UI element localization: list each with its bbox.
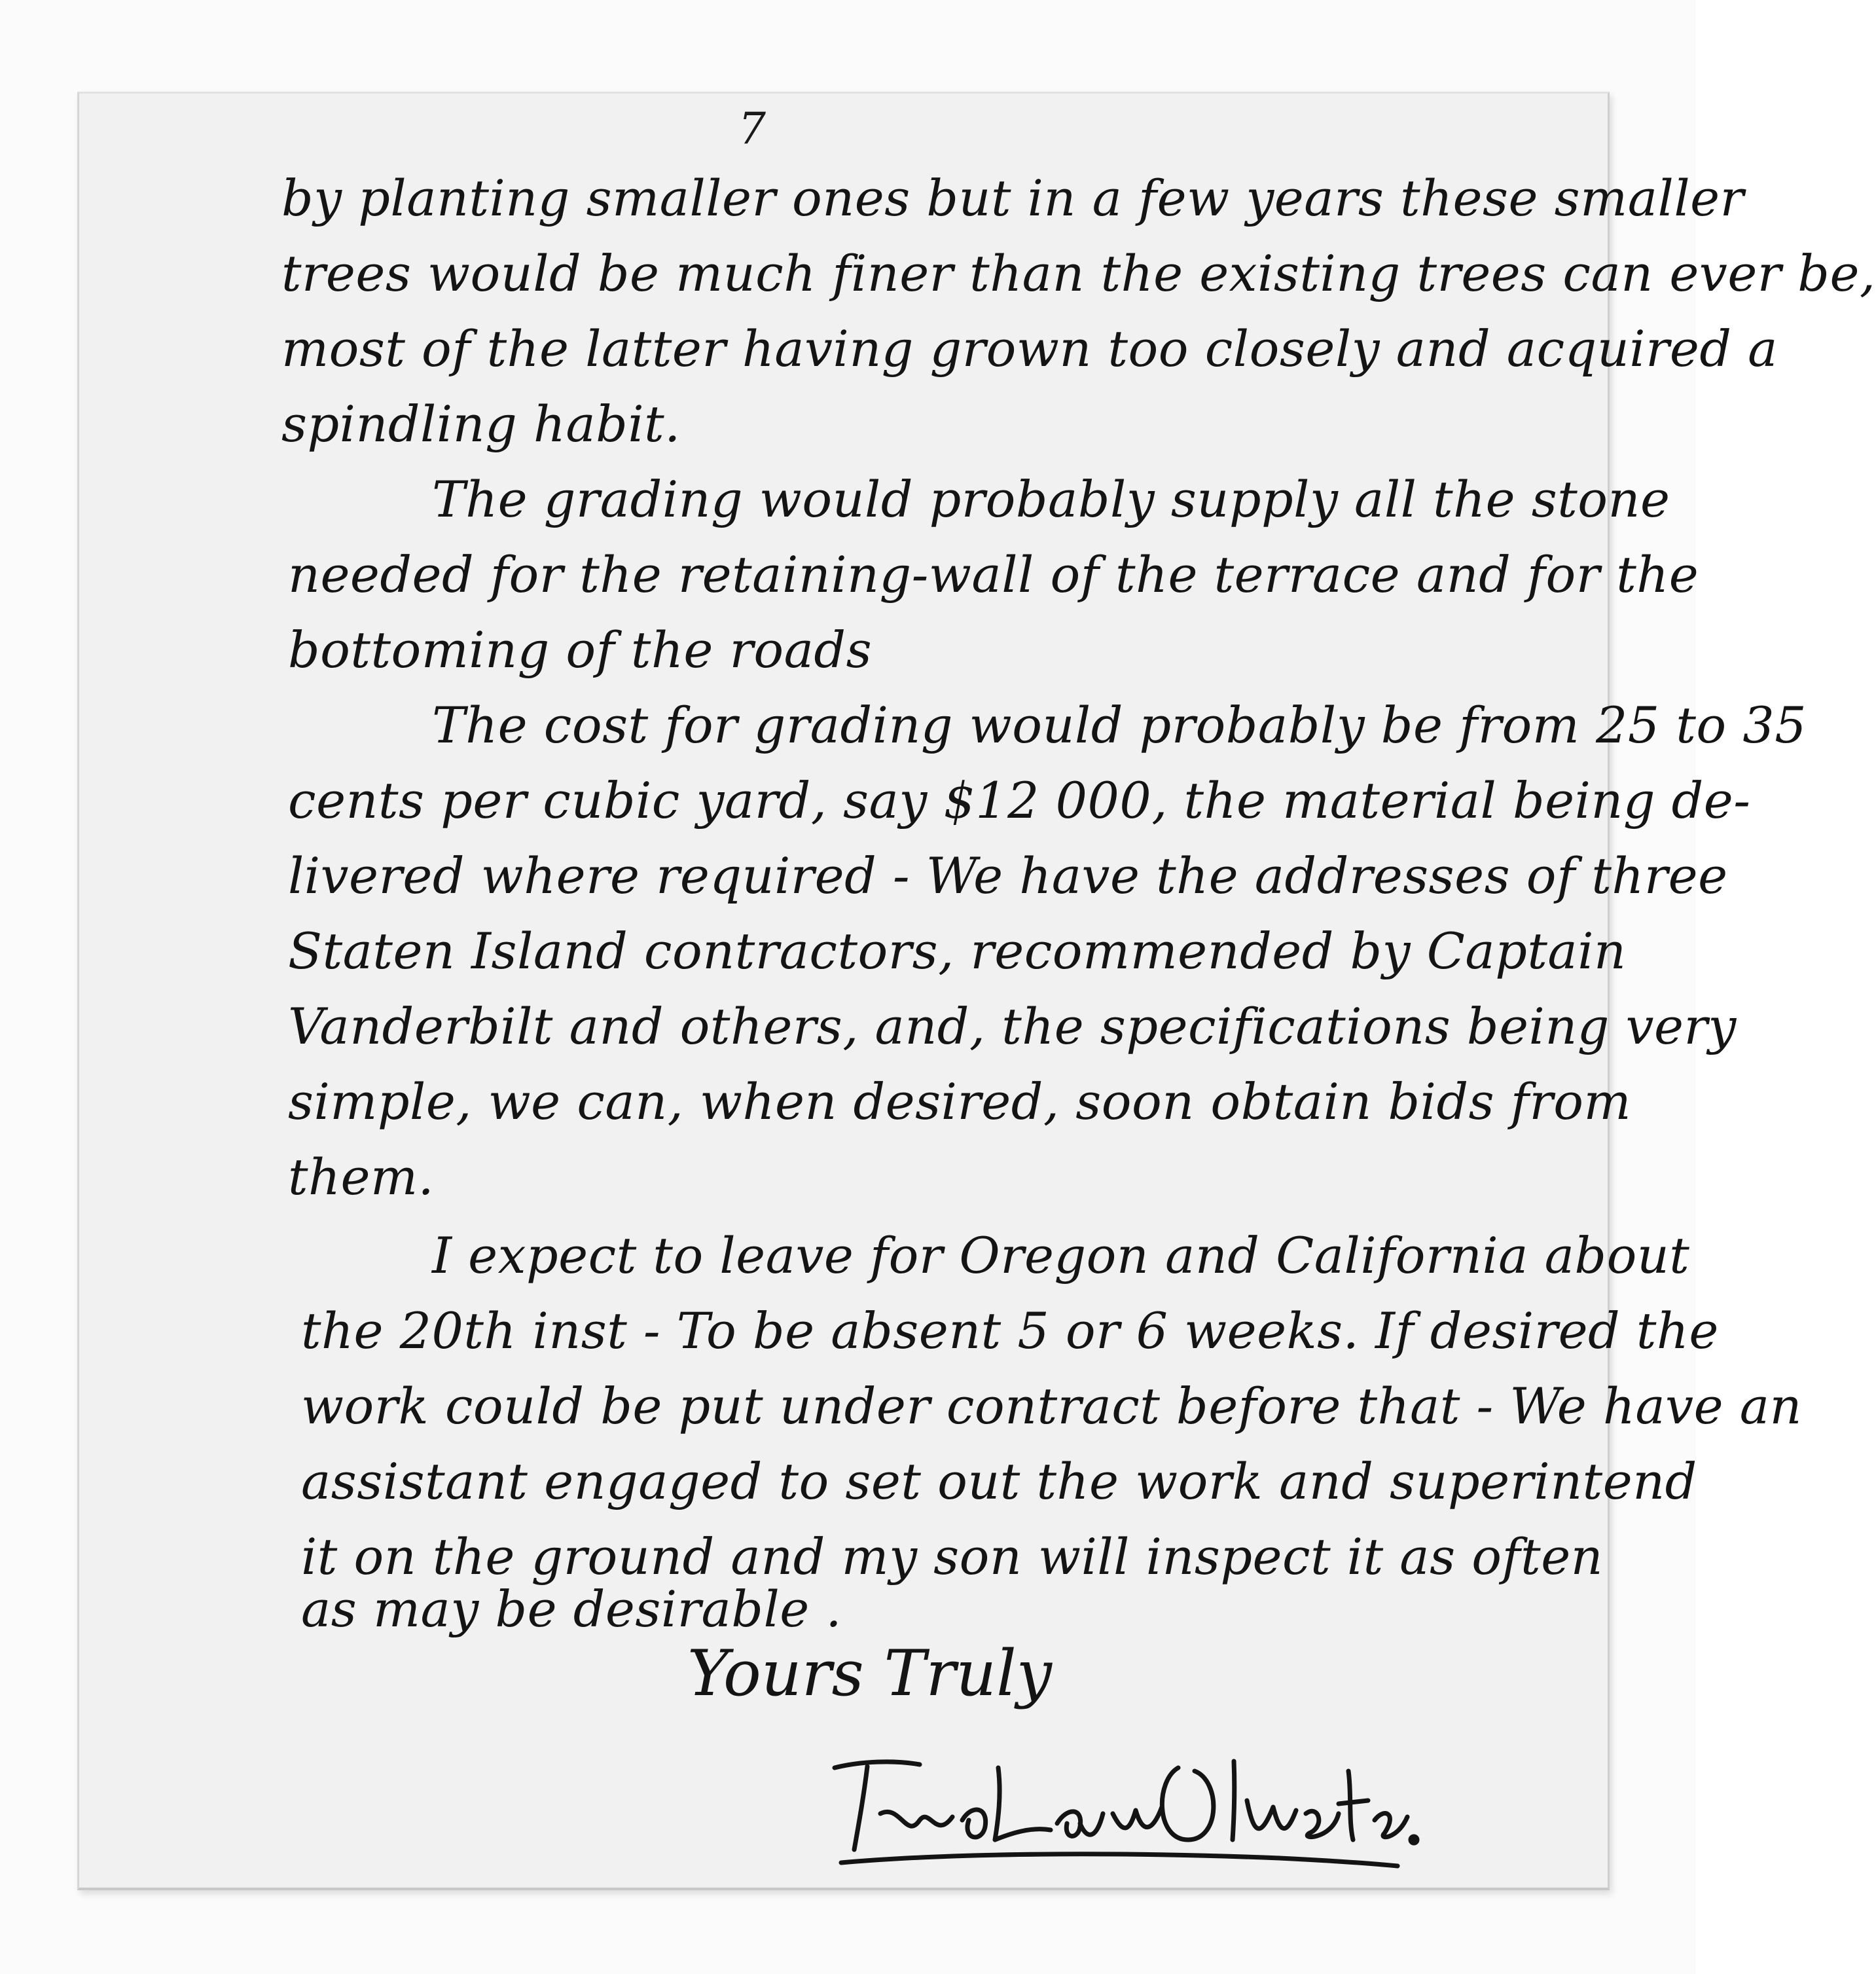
letter-line: needed for the retaining-wall of the terrace and for the: [288, 545, 1699, 604]
letter-line: bottoming of the roads: [288, 621, 873, 679]
letter-line: The cost for grading would probably be from 25 to 35: [432, 696, 1807, 754]
letter-line: by planting smaller ones but in a few years these smaller: [281, 169, 1744, 227]
letter-line: work could be put under contract before that - We have an: [301, 1377, 1802, 1435]
letter-line: The grading would probably supply all the stone: [432, 470, 1670, 528]
page-number: 7: [738, 103, 766, 154]
letter-line: most of the latter having grown too closely and acquired a: [281, 320, 1778, 378]
handwritten-signature: [821, 1742, 1424, 1886]
letter-line: Staten Island contractors, recommended by Captain: [288, 922, 1627, 980]
letter-closing: Yours Truly: [687, 1637, 1053, 1710]
letter-line: it on the ground and my son will inspect it as often: [301, 1527, 1604, 1586]
letter-line: spindling habit.: [281, 395, 681, 453]
letter-line: trees would be much finer than the existing trees can ever be,: [281, 244, 1876, 302]
letter-line: assistant engaged to set out the work and superintend: [301, 1452, 1697, 1510]
letter-line: the 20th inst - To be absent 5 or 6 weeks. If desired the: [301, 1302, 1719, 1360]
signature-scrawl: [821, 1742, 1424, 1886]
letter-line: them.: [288, 1148, 435, 1206]
letter-line: as may be desirable .: [301, 1580, 842, 1638]
letter-line: livered where required - We have the addresses of three: [288, 847, 1728, 905]
letter-line: cents per cubic yard, say $12 000, the material being de-: [288, 771, 1751, 830]
letter-line: simple, we can, when desired, soon obtain bids from: [288, 1072, 1632, 1131]
letter-line: Vanderbilt and others, and, the specifications being very: [288, 997, 1737, 1055]
letter-line: I expect to leave for Oregon and California about: [432, 1226, 1690, 1285]
